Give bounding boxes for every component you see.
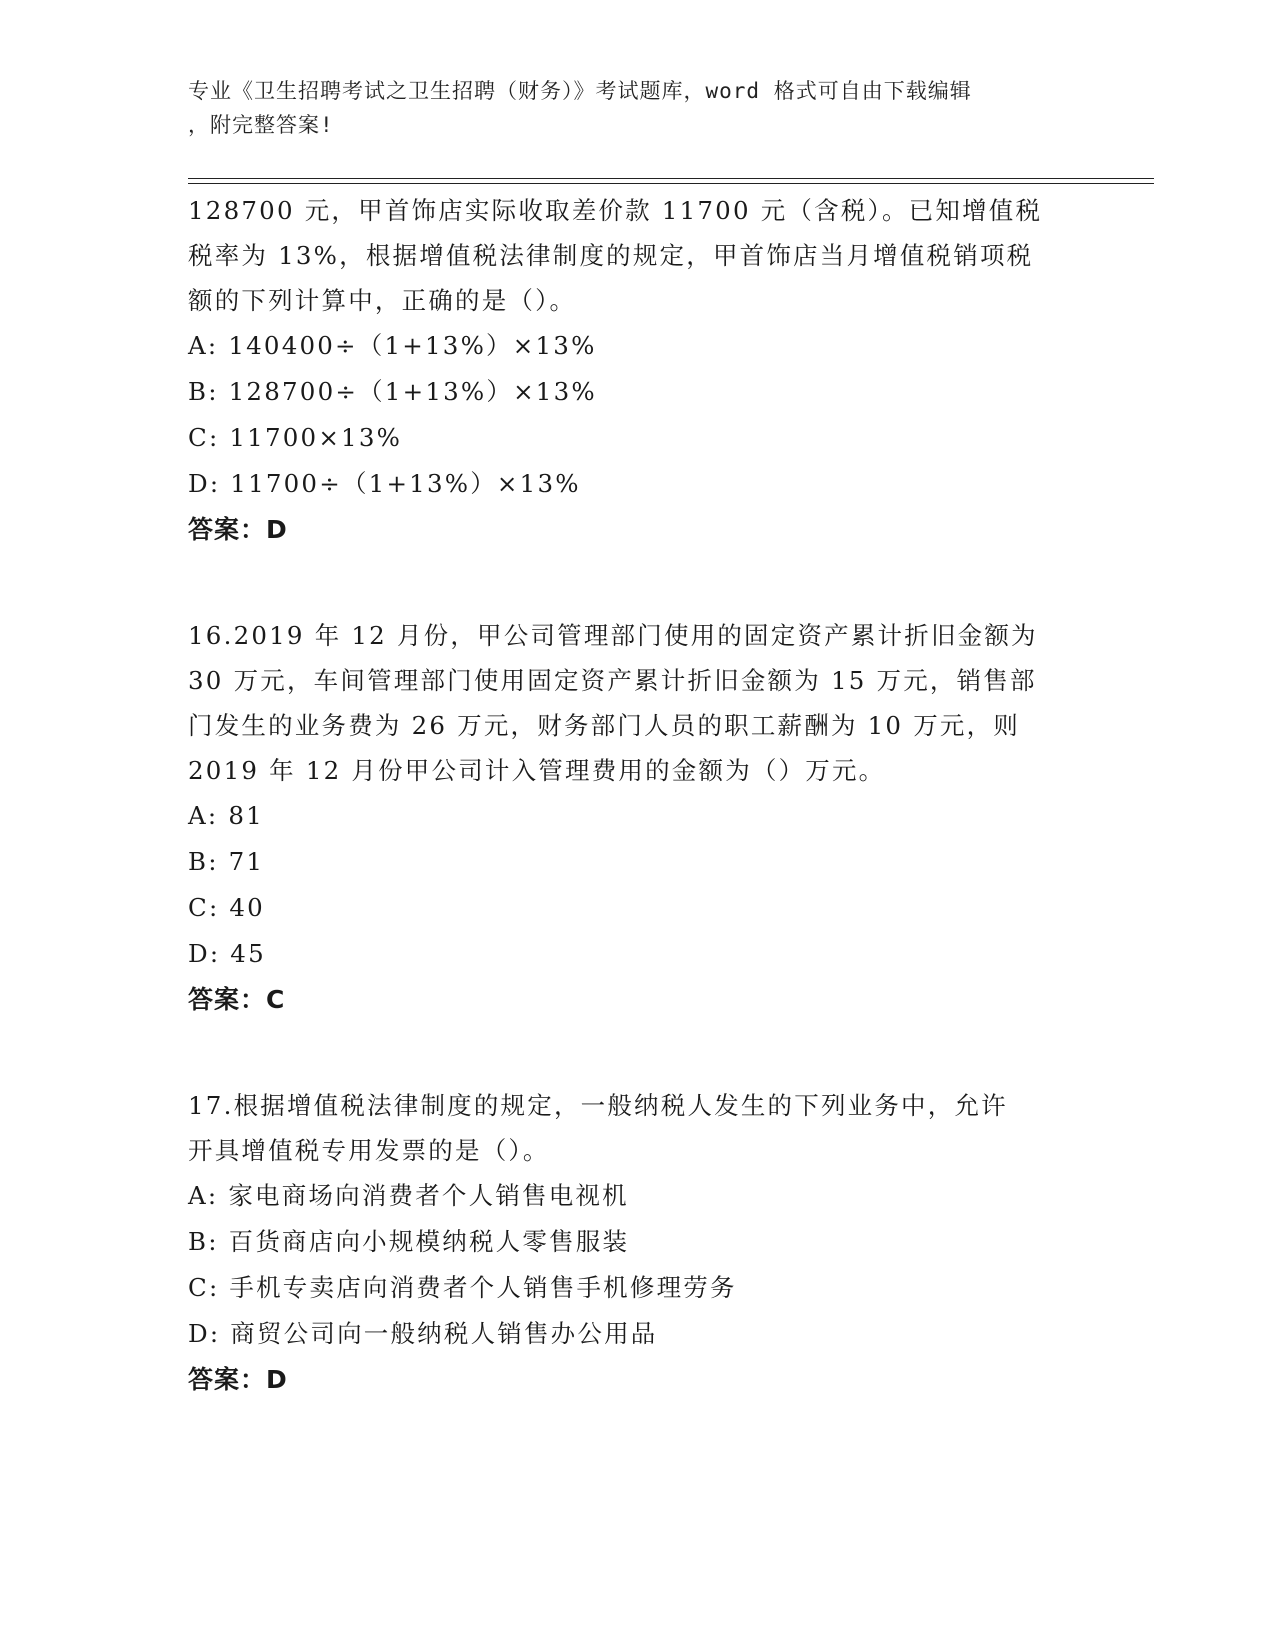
- question-17: [188, 1083, 1088, 1403]
- question-15-option-b: B: 128700÷（1+13%）×13%: [188, 377, 597, 406]
- question-17-text-line-2: 开具增值税专用发票的是（）。: [188, 1136, 550, 1165]
- question-15-option-a: A: 140400÷（1+13%）×13%: [188, 331, 597, 360]
- question-15-text-line-3: 额的下列计算中，正确的是（）。: [188, 286, 577, 315]
- header-line-2: ，附完整答案!: [188, 113, 334, 137]
- question-16-option-a: A: 81: [188, 801, 264, 830]
- question-17-option-b: B: 百货商店向小规模纳税人零售服装: [188, 1227, 630, 1256]
- question-16-option-c: C: 40: [188, 893, 265, 922]
- question-16-option-d: D: 45: [188, 939, 266, 968]
- question-16-text-line-1: 16.2019 年 12 月份，甲公司管理部门使用的固定资产累计折旧金额为: [188, 621, 1038, 650]
- question-17-text-line-1: 17.根据增值税法律制度的规定，一般纳税人发生的下列业务中，允许: [188, 1091, 1008, 1120]
- question-16-option-b: B: 71: [188, 847, 265, 876]
- question-16-text-line-2: 30 万元，车间管理部门使用固定资产累计折旧金额为 15 万元，销售部: [188, 666, 1037, 695]
- spacer: [188, 1023, 1088, 1083]
- document-header: [188, 74, 1068, 142]
- question-17-option-a: A: 家电商场向消费者个人销售电视机: [188, 1181, 629, 1210]
- question-17-option-d: D: 商贸公司向一般纳税人销售办公用品: [188, 1319, 658, 1348]
- question-16-answer: 答案：C: [188, 985, 286, 1014]
- question-list: [188, 188, 1088, 1403]
- spacer: [188, 553, 1088, 613]
- question-15-text-line-1: 128700 元，甲首饰店实际收取差价款 11700 元（含税）。已知增值税: [188, 196, 1043, 225]
- question-15-option-c: C: 11700×13%: [188, 423, 403, 452]
- question-17-option-c: C: 手机专卖店向消费者个人销售手机修理劳务: [188, 1273, 737, 1302]
- question-17-answer: 答案：D: [188, 1365, 288, 1394]
- header-line-1: 专业《卫生招聘考试之卫生招聘（财务）》考试题库，word 格式可自由下载编辑: [188, 79, 972, 103]
- question-16: [188, 613, 1088, 1023]
- header-rule-bottom: [188, 183, 1154, 184]
- question-15-option-d: D: 11700÷（1+13%）×13%: [188, 469, 581, 498]
- question-15-answer: 答案：D: [188, 515, 288, 544]
- header-rule-top: [188, 178, 1154, 179]
- question-16-text-line-3: 门发生的业务费为 26 万元，财务部门人员的职工薪酬为 10 万元，则: [188, 711, 1020, 740]
- question-15-text-line-2: 税率为 13%，根据增值税法律制度的规定，甲首饰店当月增值税销项税: [188, 241, 1034, 270]
- question-15: [188, 188, 1088, 553]
- question-16-text-line-4: 2019 年 12 月份甲公司计入管理费用的金额为（）万元。: [188, 756, 886, 785]
